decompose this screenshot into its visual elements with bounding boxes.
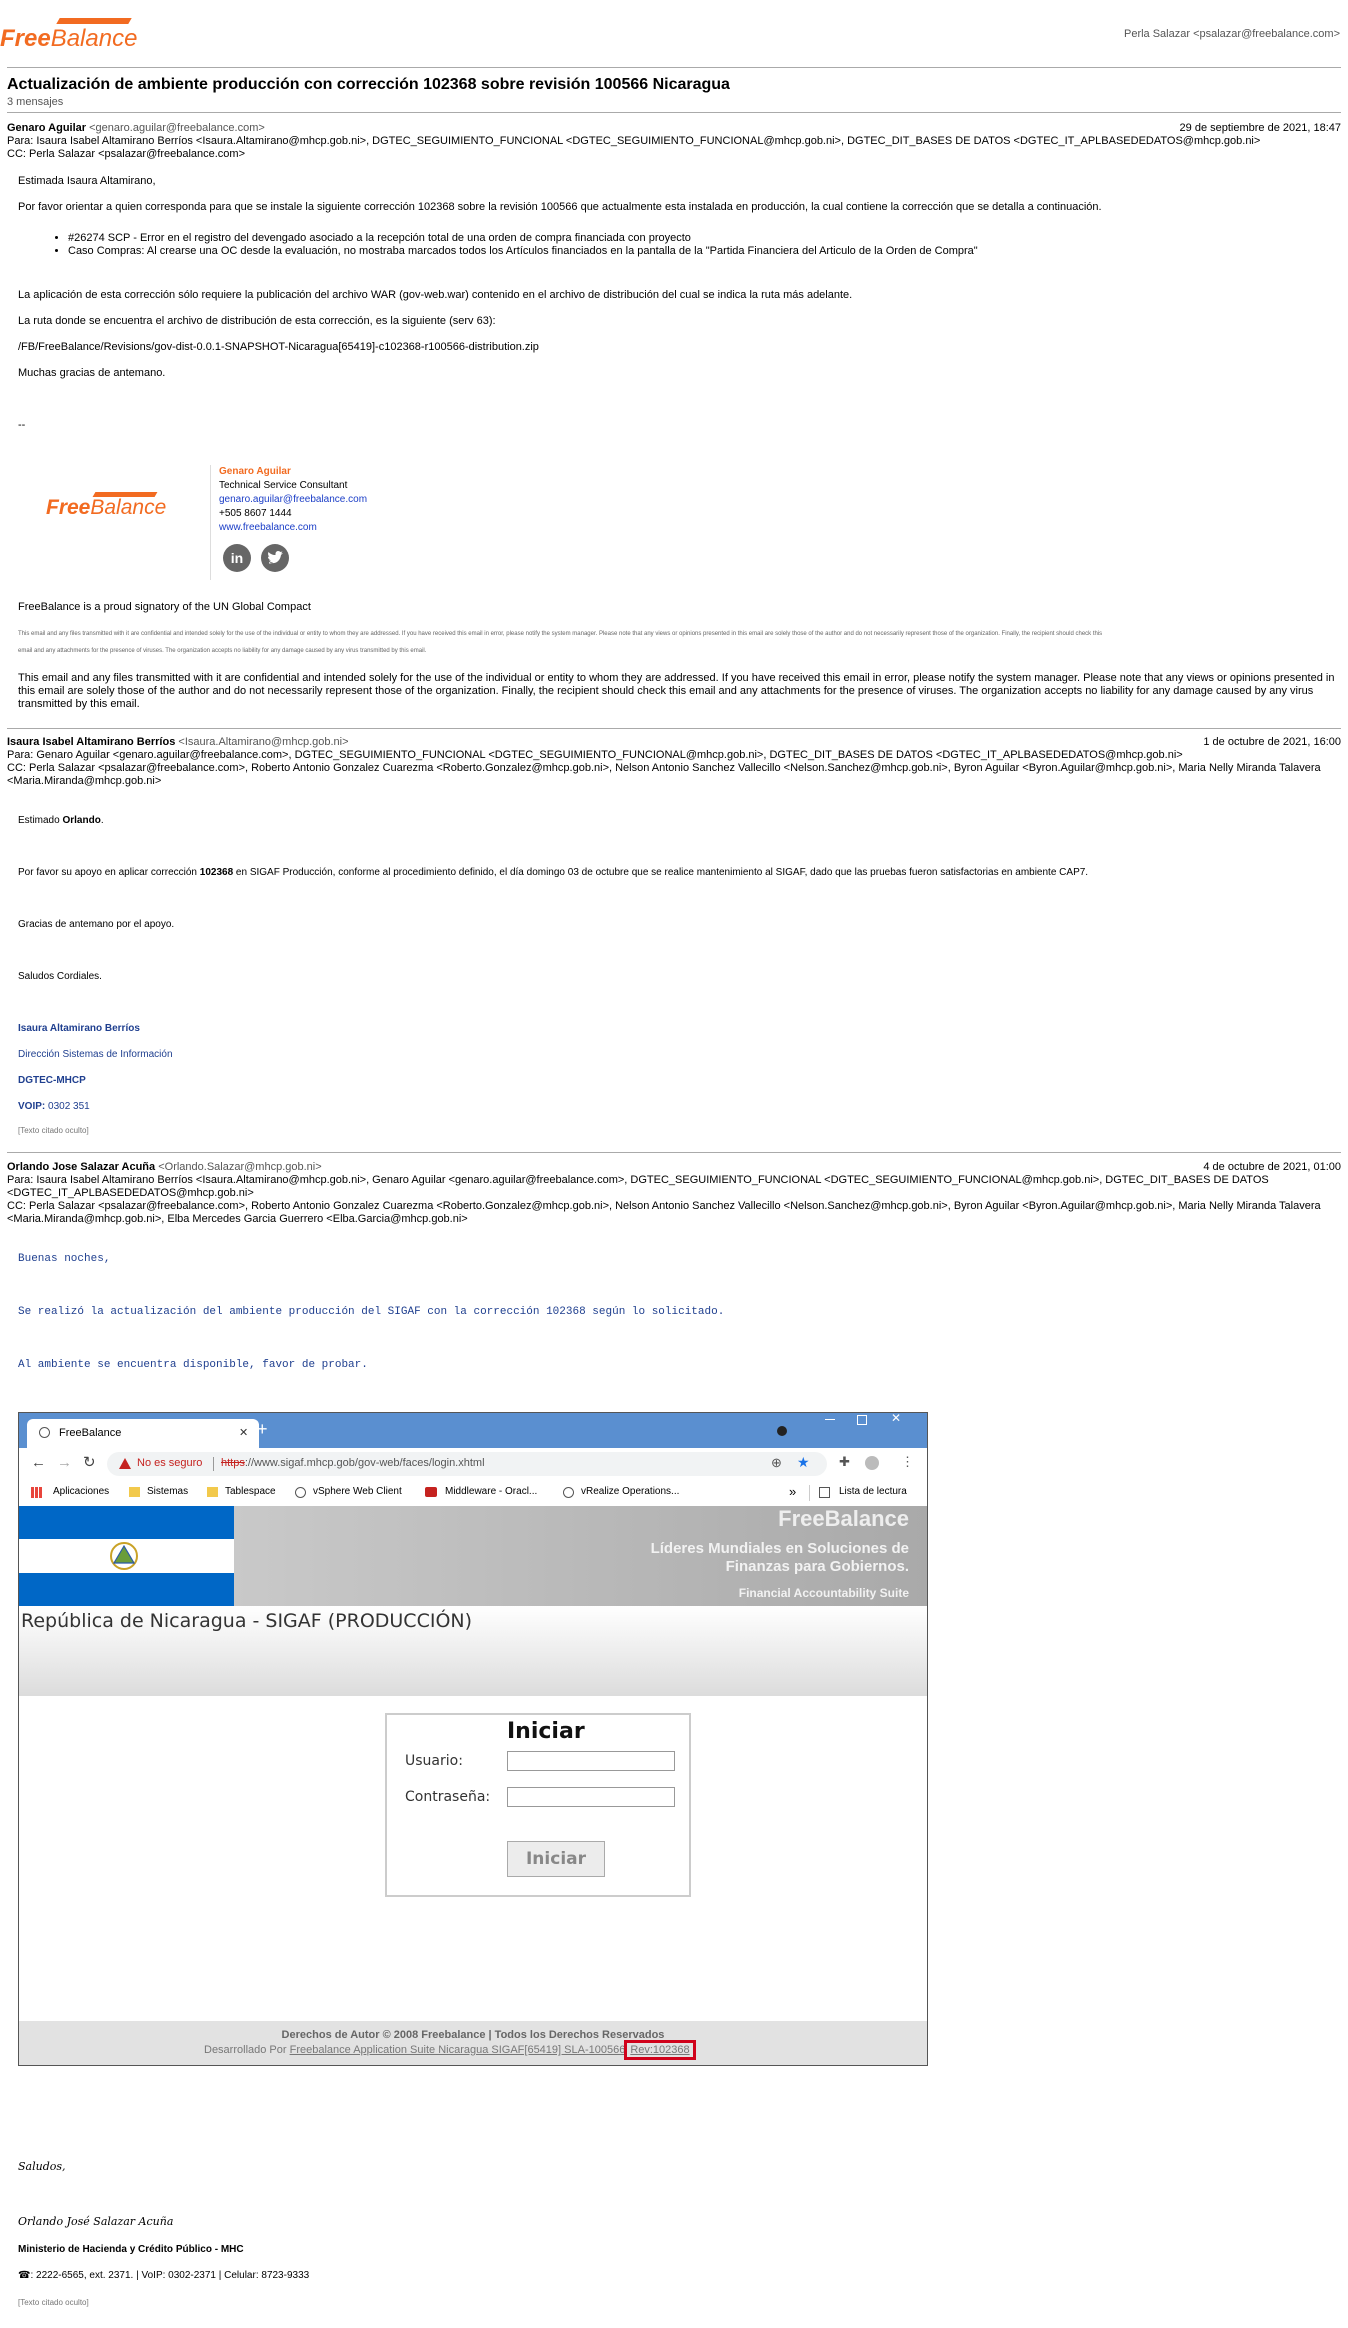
extensions-icon[interactable]: ✚ <box>839 1454 850 1469</box>
msg3-line-3: Al ambiente se encuentra disponible, favor de probar. <box>18 1359 368 1371</box>
maximize-icon[interactable] <box>857 1415 867 1425</box>
msg2-to: Para: Genaro Aguilar <genaro.aguilar@freebalance.com>, DGTEC_SEGUIMIENTO_FUNCIONAL <DGTEC_SEGUIMIENTO_FUNCIONAL@mhcp.gob.ni>, DGTEC_DIT_BASES DE DATOS <DGTEC_IT_APLBASEDEDATOS@mhcp.gob.ni> <box>7 749 1183 761</box>
msg1-paragraph-3: La ruta donde se encuentra el archivo de distribución de esta corrección, es la siguiente (serv 63): <box>18 315 496 327</box>
msg3-sig-org: Ministerio de Hacienda y Crédito Público - MHC <box>18 2244 244 2255</box>
browser-tab[interactable] <box>27 1419 259 1448</box>
sig-web-link[interactable]: www.freebalance.com <box>219 522 317 533</box>
bookmark-sistemas[interactable]: Sistemas <box>147 1486 189 1497</box>
bullet-item: • #26274 SCP - Error en el registro del devengado asociado a la recepción total de una orden de compra financiada con proyecto <box>68 232 1328 245</box>
bookmark-vsphere[interactable]: vSphere Web Client <box>313 1486 402 1497</box>
msg1-to: Para: Isaura Isabel Altamirano Berríos <Isaura.Altamirano@mhcp.gob.ni>, DGTEC_SEGUIMIENTO_FUNCIONAL <DGTEC_SEGUIMIENTO_FUNCIONAL@mhcp.gob.ni>, DGTEC_DIT_BASES DE DATOS <DGTEC_IT_APLBASEDEDATOS@mhcp.gob.ni> <box>7 135 1261 147</box>
globe-icon <box>39 1427 50 1438</box>
phone-icon: ☎ <box>18 2270 31 2281</box>
msg3-line-2: Se realizó la actualización del ambiente producción del SIGAF con la corrección 102368 según lo solicitado. <box>18 1306 725 1318</box>
msg1-dashes: -- <box>18 419 26 431</box>
disclaimer-tiny: This email and any files transmitted with it are confidential and intended solely for the use of the individual or entity to whom they are addressed. If you have received this email in error, please notify the system manager. Please note that any views or opinions presented in this email are solely those of the author and do not necessarily represent those of the organization. Finally, the recipient should check this <box>18 631 1103 637</box>
msg2-body: Por favor su apoyo en aplicar corrección 102368 en SIGAF Producción, conforme al procedimiento definido, el día domingo 03 de octubre que se realice mantenimiento al SIGAF, dado que las pruebas fueron satisfactorias en ambiente CAP7. <box>18 867 1089 878</box>
sigaf-banner <box>19 1506 927 1606</box>
new-tab-icon[interactable]: + <box>257 1419 268 1439</box>
msg2-sig-org: DGTEC-MHCP <box>18 1075 86 1086</box>
page-title-area <box>19 1606 927 1696</box>
zoom-icon[interactable]: ⊕ <box>771 1455 782 1470</box>
freebalance-logo: FreeBalance <box>0 14 140 48</box>
signature-divider <box>210 465 211 580</box>
msg3-sig-phone: ☎: 2222-6565, ext. 2371. | VoIP: 0302-2371 | Celular: 8723-9333 <box>18 2270 310 2281</box>
forward-icon[interactable]: → <box>57 1454 72 1471</box>
sigaf-footer <box>19 2021 927 2065</box>
disclaimer: This email and any files transmitted with it are confidential and intended solely for the use of the individual or entity to whom they are addressed. If you have received this email in error, please notify the system manager. Please note that any views or opinions presented in this email are solely those of the author and do not necessarily represent those of the organization. Finally, the recipient should check this email and any attachments for the presence of viruses. The organization accepts no liability for any damage caused by any virus transmitted by this email. <box>18 672 1335 710</box>
bookmarks-divider <box>809 1485 810 1501</box>
footer-suite-link[interactable]: Freebalance Application Suite Nicaragua SIGAF[65419] SLA-100566 <box>289 2044 626 2056</box>
msg2-greeting: Estimado Orlando. <box>18 815 104 826</box>
msg1-thanks: Muchas gracias de antemano. <box>18 367 166 379</box>
footer-developed: Desarrollado Por Freebalance Application Suite Nicaragua SIGAF[65419] SLA-100566 Rev:102368 <box>204 2044 690 2056</box>
msg3-saludos: Saludos, <box>18 2160 66 2173</box>
bookmark-aplicaciones[interactable]: Aplicaciones <box>53 1486 110 1497</box>
msg2-sig-dept: Dirección Sistemas de Información <box>18 1049 173 1060</box>
warning-icon <box>119 1458 131 1469</box>
msg2-hidden-quote[interactable]: [Texto citado oculto] <box>18 1126 89 1135</box>
banner-line-2: Finanzas para Gobiernos. <box>725 1558 909 1575</box>
sig-title: Technical Service Consultant <box>219 480 348 491</box>
current-user: Perla Salazar <psalazar@freebalance.com> <box>1123 28 1340 40</box>
folder-icon <box>207 1487 218 1497</box>
login-box <box>385 1713 691 1897</box>
back-icon[interactable]: ← <box>31 1454 46 1471</box>
nicaragua-flag <box>19 1506 234 1606</box>
oracle-icon <box>425 1487 437 1497</box>
msg3-to: Para: Isaura Isabel Altamirano Berríos <Isaura.Altamirano@mhcp.gob.ni>, Genaro Aguilar <genaro.aguilar@freebalance.com>, DGTEC_SEGUIMIENTO_FUNCIONAL <DGTEC_SEGUIMIENTO_FUNCIONAL@mhcp.gob.ni>, DGTEC_DIT_BASES DE DATOS <DGTEC_IT_APLBASEDEDATOS@mhcp.gob.ni> <box>7 1174 1269 1199</box>
bookmarks-bar <box>19 1480 927 1507</box>
signature-logo: FreeBalance <box>46 490 166 526</box>
user-input[interactable] <box>507 1751 675 1771</box>
url: https://www.sigaf.mhcp.gob/gov-web/faces/login.xhtml <box>221 1457 485 1469</box>
not-secure-label: No es seguro <box>137 1457 203 1469</box>
banner-line-1: Líderes Mundiales en Soluciones de <box>650 1540 909 1557</box>
password-label: Contraseña: <box>405 1789 491 1805</box>
banner-brand: FreeBalance <box>778 1506 909 1531</box>
profile-dot-icon[interactable] <box>777 1426 787 1436</box>
login-title: Iniciar <box>507 1719 585 1744</box>
msg3-cc: CC: Perla Salazar <psalazar@freebalance.com>, Roberto Antonio Gonzalez Cuarezma <Roberto.Gonzalez@mhcp.gob.ni>, Nelson Antonio Sanchez Vallecillo <Nelson.Sanchez@mhcp.gob.ni>, Byron Aguilar <Byron.Aguilar@mhcp.gob.ni>, Maria Nelly Miranda Talavera <Maria.Miranda@mhcp.gob.ni>, Elba Mercedes Garcia Guerrero <Elba.Garcia@mhcp.gob.ni> <box>7 1200 1321 1225</box>
tab-close-icon[interactable]: ✕ <box>239 1427 249 1439</box>
thread-subject: Actualización de ambiente producción con corrección 102368 sobre revisión 100566 Nicaragua <box>7 76 730 93</box>
disclaimer-tiny-2: email and any attachments for the presence of viruses. The organization accepts no liability for any damage caused by any virus transmitted by this email. <box>18 648 427 654</box>
reading-list-icon <box>819 1487 830 1498</box>
star-icon[interactable]: ★ <box>797 1454 810 1470</box>
globe-icon <box>295 1487 306 1498</box>
reload-icon[interactable]: ↻ <box>83 1454 96 1471</box>
msg2-thanks: Gracias de antemano por el apoyo. <box>18 919 175 930</box>
msg2-sig-name: Isaura Altamirano Berríos <box>18 1023 140 1034</box>
msg3-hidden-quote[interactable]: [Texto citado oculto] <box>18 2298 89 2307</box>
msg1-paragraph-2: La aplicación de esta corrección sólo requiere la publicación del archivo WAR (gov-web.war) contenido en el archivo de distribución del cual se indica la ruta más adelante. <box>18 289 853 301</box>
folder-icon <box>129 1487 140 1497</box>
minimize-icon[interactable] <box>825 1419 835 1420</box>
bookmark-vrealize[interactable]: vRealize Operations... <box>581 1486 680 1497</box>
toolbar <box>19 1448 927 1481</box>
apps-icon[interactable] <box>31 1487 42 1498</box>
bookmark-tablespace[interactable]: Tablespace <box>225 1486 276 1497</box>
footer-rev-link[interactable]: Rev:102368 <box>630 2044 690 2056</box>
close-window-icon[interactable]: ✕ <box>891 1412 902 1425</box>
msg1-bullets <box>30 232 1328 258</box>
profile-icon[interactable] <box>865 1456 879 1470</box>
msg3-from[interactable]: Orlando Jose Salazar Acuña <Orlando.Salazar@mhcp.gob.ni> <box>7 1161 322 1173</box>
msg1-from[interactable]: Genaro Aguilar <genaro.aguilar@freebalance.com> <box>7 122 265 134</box>
more-bookmarks-icon[interactable]: » <box>789 1484 797 1499</box>
msg1-cc: CC: Perla Salazar <psalazar@freebalance.com> <box>7 148 246 160</box>
sig-name: Genaro Aguilar <box>219 466 291 477</box>
msg1-path: /FB/FreeBalance/Revisions/gov-dist-0.0.1-SNAPSHOT-Nicaragua[65419]-c102368-r100566-distribution.zip <box>18 341 539 353</box>
msg2-voip: VOIP: 0302 351 <box>18 1101 90 1112</box>
bullet-item: • Caso Compras: Al crearse una OC desde la evaluación, no mostraba marcados todos los Artículos financiados en la pantalla de la "Partida Financiera del Articulo de la Orden de Compra" <box>68 245 1328 258</box>
msg1-greeting: Estimada Isaura Altamirano, <box>18 175 156 187</box>
login-button[interactable]: Iniciar <box>507 1841 605 1877</box>
reading-list[interactable]: Lista de lectura <box>839 1486 907 1497</box>
message-count: 3 mensajes <box>7 96 64 108</box>
linkedin-icon[interactable]: in <box>223 544 251 572</box>
banner-line-3: Financial Accountability Suite <box>738 1586 909 1600</box>
msg2-date: 1 de octubre de 2021, 16:00 <box>1203 736 1341 748</box>
global-compact: FreeBalance is a proud signatory of the UN Global Compact <box>18 601 311 613</box>
menu-icon[interactable]: ⋮ <box>901 1454 914 1469</box>
address-divider <box>213 1457 214 1471</box>
footer-copyright: Derechos de Autor © 2008 Freebalance | Todos los Derechos Reservados <box>281 2029 665 2041</box>
tab-title: FreeBalance <box>59 1427 122 1439</box>
msg3-sig-name: Orlando José Salazar Acuña <box>18 2215 174 2228</box>
screenshot-browser <box>18 1412 928 2066</box>
sig-phone: +505 8607 1444 <box>219 508 292 519</box>
twitter-icon[interactable] <box>261 544 289 572</box>
msg2-from[interactable]: Isaura Isabel Altamirano Berríos <Isaura.Altamirano@mhcp.gob.ni> <box>7 736 349 748</box>
coat-of-arms-icon <box>107 1541 141 1571</box>
msg3-date: 4 de octubre de 2021, 01:00 <box>1203 1161 1341 1173</box>
tab-strip <box>19 1413 927 1448</box>
msg2-regards: Saludos Cordiales. <box>18 971 102 982</box>
sigaf-page-title: República de Nicaragua - SIGAF (PRODUCCIÓN) <box>21 1610 473 1632</box>
msg1-paragraph-1: Por favor orientar a quien corresponda para que se instale la siguiente corrección 102368 sobre la revisión 100566 que actualmente esta instalada en producción, la cual contiene la corrección que se detalla a continuación. <box>18 201 1102 213</box>
globe-icon <box>563 1487 574 1498</box>
msg1-signature <box>219 465 367 535</box>
address-bar[interactable] <box>107 1452 827 1476</box>
msg1-date: 29 de septiembre de 2021, 18:47 <box>1179 122 1341 134</box>
user-label: Usuario: <box>405 1753 463 1769</box>
password-input[interactable] <box>507 1787 675 1807</box>
bookmark-middleware[interactable]: Middleware - Oracl... <box>445 1486 538 1497</box>
sig-email-link[interactable]: genaro.aguilar@freebalance.com <box>219 494 368 505</box>
msg2-cc: CC: Perla Salazar <psalazar@freebalance.com>, Roberto Antonio Gonzalez Cuarezma <Roberto.Gonzalez@mhcp.gob.ni>, Nelson Antonio Sanchez Vallecillo <Nelson.Sanchez@mhcp.gob.ni>, Byron Aguilar <Byron.Aguilar@mhcp.gob.ni>, Maria Nelly Miranda Talavera <Maria.Miranda@mhcp.gob.ni> <box>7 762 1321 787</box>
msg3-line-1: Buenas noches, <box>18 1253 111 1265</box>
